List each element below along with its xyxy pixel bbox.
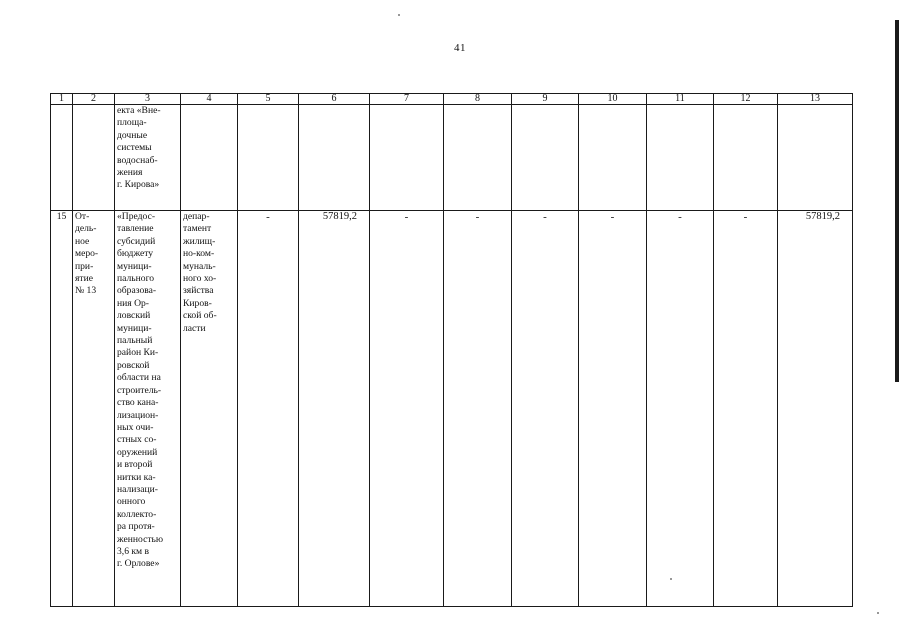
column-number-header: 7: [370, 94, 444, 105]
scan-speck: [398, 14, 400, 16]
column-number-header: 3: [115, 94, 181, 105]
column-number-header: 1: [51, 94, 73, 105]
value-cell: [714, 105, 778, 211]
row-number-cell: 15: [51, 211, 73, 607]
column-number-header: 8: [444, 94, 512, 105]
column-number-header: 9: [512, 94, 579, 105]
column-number-header: 4: [181, 94, 238, 105]
row-number-cell: [51, 105, 73, 211]
value-cell: -: [238, 211, 299, 607]
page-number: 41: [454, 42, 466, 54]
column-number-header-row: [51, 94, 853, 105]
value-cell: [778, 105, 853, 211]
scan-speck: [877, 612, 879, 614]
scan-speck: [670, 578, 672, 580]
value-cell: -: [647, 211, 714, 607]
value-cell: -: [444, 211, 512, 607]
column-number-header: 13: [778, 94, 853, 105]
column-number-header: 11: [647, 94, 714, 105]
column-number-header: 2: [73, 94, 115, 105]
executor-cell: депар- тамент жилищ- но-ком- муналь- ного хо- зяйства Киров- ской об- ласти: [181, 211, 238, 607]
table-row: [51, 211, 853, 607]
value-cell: [647, 105, 714, 211]
measure-name-cell: «Предос- тавление субсидий бюджету муници- пального образова- ния Ор- ловский муници- пальный район Ки- ровской области на строитель- ство кана- лизацион- ных очи- стных со- оружений и второй нитки ка- нализаци- онного коллекто- ра протя- женностью 3,6 км в г. Орлове»: [115, 211, 181, 607]
table-row: [51, 105, 853, 211]
value-cell: -: [579, 211, 647, 607]
budget-table: [50, 93, 853, 607]
value-cell: 57819,2: [778, 211, 853, 607]
executor-cell: [181, 105, 238, 211]
value-cell: [238, 105, 299, 211]
scan-edge-bar: [895, 20, 899, 382]
value-cell: -: [512, 211, 579, 607]
value-cell: [370, 105, 444, 211]
value-cell: 57819,2: [299, 211, 370, 607]
value-cell: [299, 105, 370, 211]
value-cell: [444, 105, 512, 211]
measure-type-cell: От- дель- ное меро- при- ятие № 13: [73, 211, 115, 607]
column-number-header: 5: [238, 94, 299, 105]
value-cell: -: [714, 211, 778, 607]
value-cell: [579, 105, 647, 211]
value-cell: [512, 105, 579, 211]
measure-name-cell: екта «Вне- площа- дочные системы водоснаб- жения г. Кирова»: [115, 105, 181, 211]
measure-type-cell: [73, 105, 115, 211]
column-number-header: 6: [299, 94, 370, 105]
value-cell: -: [370, 211, 444, 607]
column-number-header: 12: [714, 94, 778, 105]
column-number-header: 10: [579, 94, 647, 105]
